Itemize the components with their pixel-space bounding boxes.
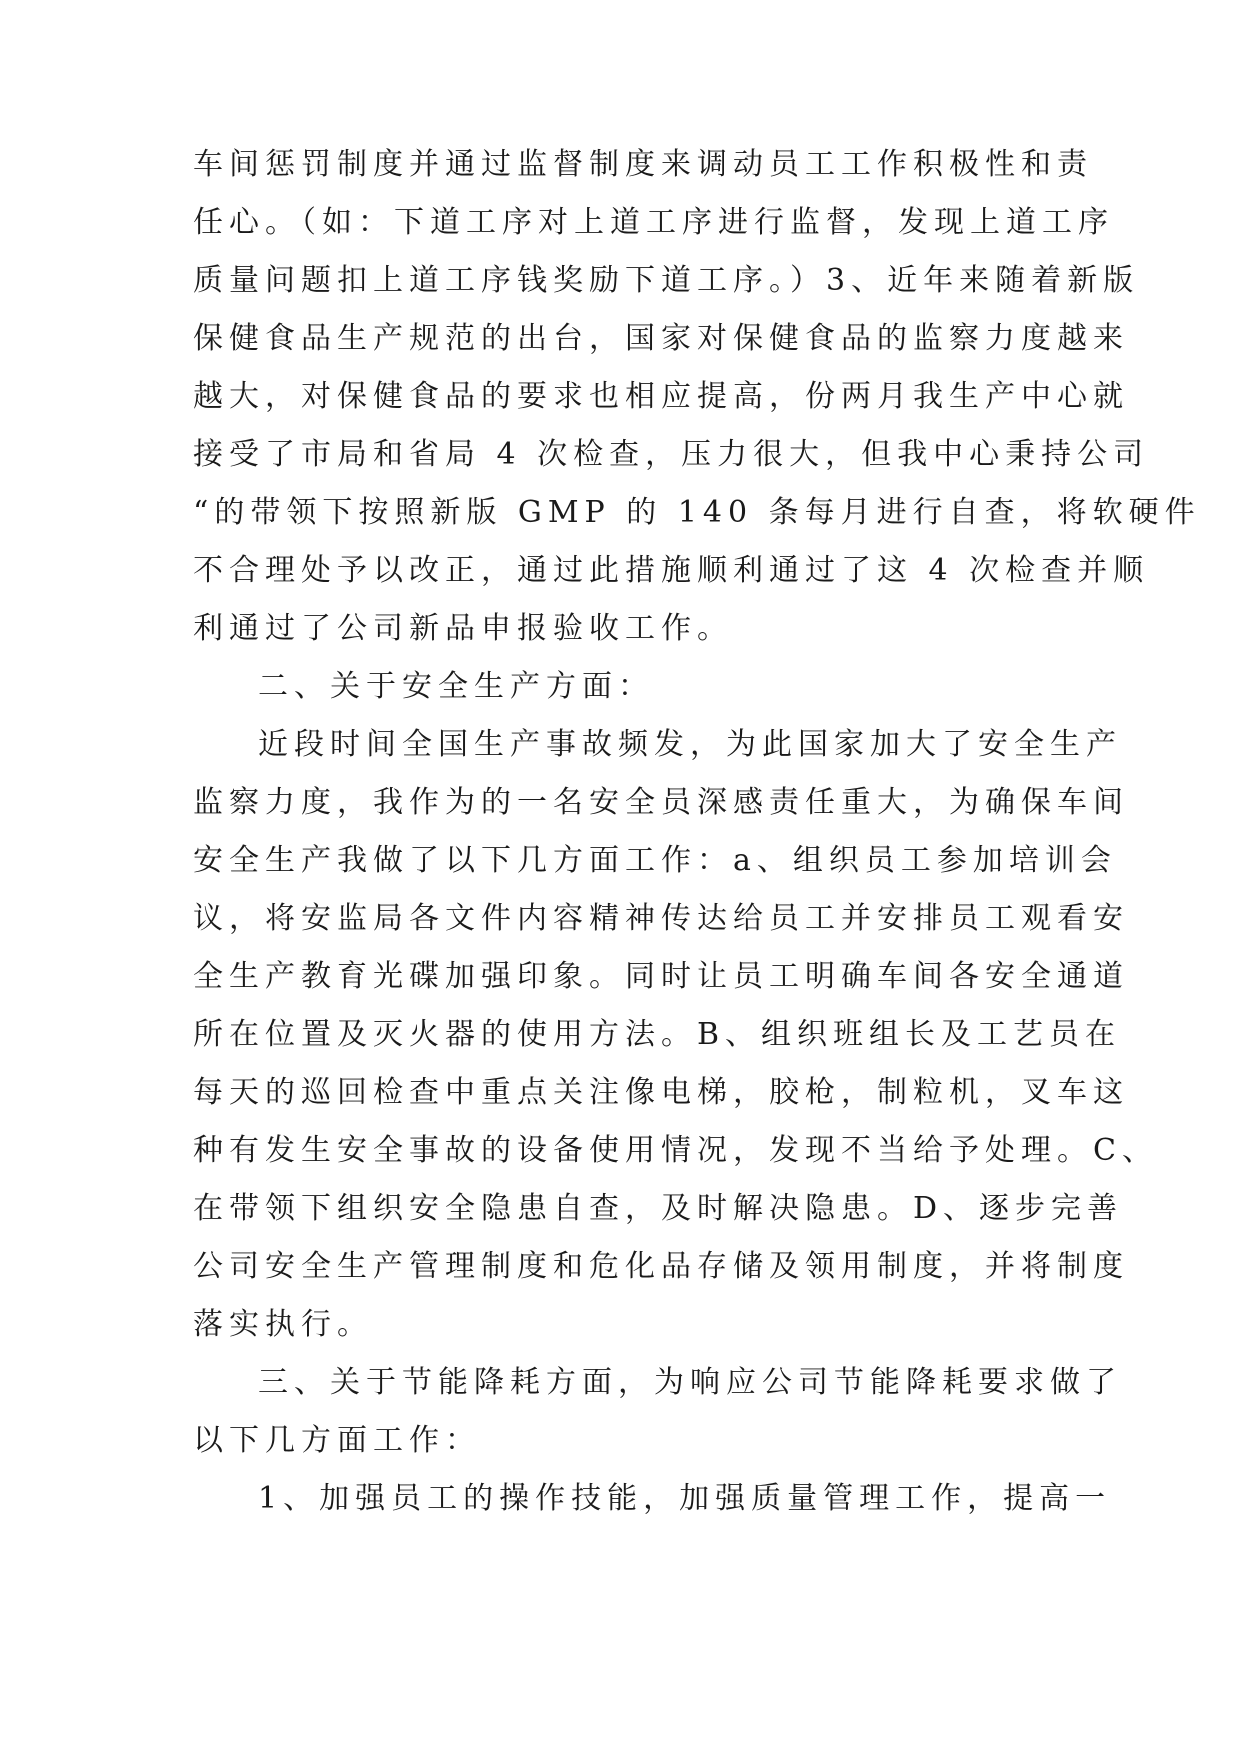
text-line: 公司安全生产管理制度和危化品存储及领用制度，并将制度: [193, 1249, 1129, 1284]
text-line: 议，将安监局各文件内容精神传达给员工并安排员工观看安: [193, 901, 1129, 936]
text-line: 任心。（如：下道工序对上道工序进行监督，发现上道工序: [193, 205, 1114, 240]
text-line: 安全生产我做了以下几方面工作：a、组织员工参加培训会: [193, 843, 1117, 878]
text-line: 所在位置及灭火器的使用方法。B、组织班组长及工艺员在: [193, 1017, 1122, 1052]
text-line: 种有发生安全事故的设备使用情况，发现不当给予处理。C、: [193, 1133, 1158, 1168]
text-line: “的带领下按照新版 GMP 的 140 条每月进行自查，将软硬件: [193, 495, 1201, 530]
text-line: 越大，对保健食品的要求也相应提高，份两月我生产中心就: [193, 379, 1129, 414]
text-line: 落实执行。: [193, 1307, 373, 1342]
text-line: 每天的巡回检查中重点关注像电梯，胶枪，制粒机，叉车这: [193, 1075, 1129, 1110]
text-line: 保健食品生产规范的出台，国家对保健食品的监察力度越来: [193, 321, 1129, 356]
text-line: 全生产教育光碟加强印象。同时让员工明确车间各安全通道: [193, 959, 1129, 994]
text-line: 车间惩罚制度并通过监督制度来调动员工工作积极性和责: [193, 147, 1093, 182]
text-line: 利通过了公司新品申报验收工作。: [193, 611, 733, 646]
section-heading: 二、关于安全生产方面：: [258, 669, 654, 704]
text-line: 在带领下组织安全隐患自查，及时解决隐患。D、逐步完善: [193, 1191, 1124, 1226]
text-line: 不合理处予以改正，通过此措施顺利通过了这 4 次检查并顺: [193, 553, 1150, 588]
text-line: 以下几方面工作：: [193, 1423, 481, 1458]
section-heading: 三、关于节能降耗方面，为响应公司节能降耗要求做了: [258, 1365, 1122, 1400]
text-line: 近段时间全国生产事故频发，为此国家加大了安全生产: [258, 727, 1122, 762]
text-line: 质量问题扣上道工序钱奖励下道工序。）3、近年来随着新版: [193, 263, 1140, 298]
text-line: 1、加强员工的操作技能，加强质量管理工作，提高一: [258, 1481, 1112, 1516]
text-line: 接受了市局和省局 4 次检查，压力很大，但我中心秉持公司: [193, 437, 1150, 472]
text-line: 监察力度，我作为的一名安全员深感责任重大，为确保车间: [193, 785, 1129, 820]
